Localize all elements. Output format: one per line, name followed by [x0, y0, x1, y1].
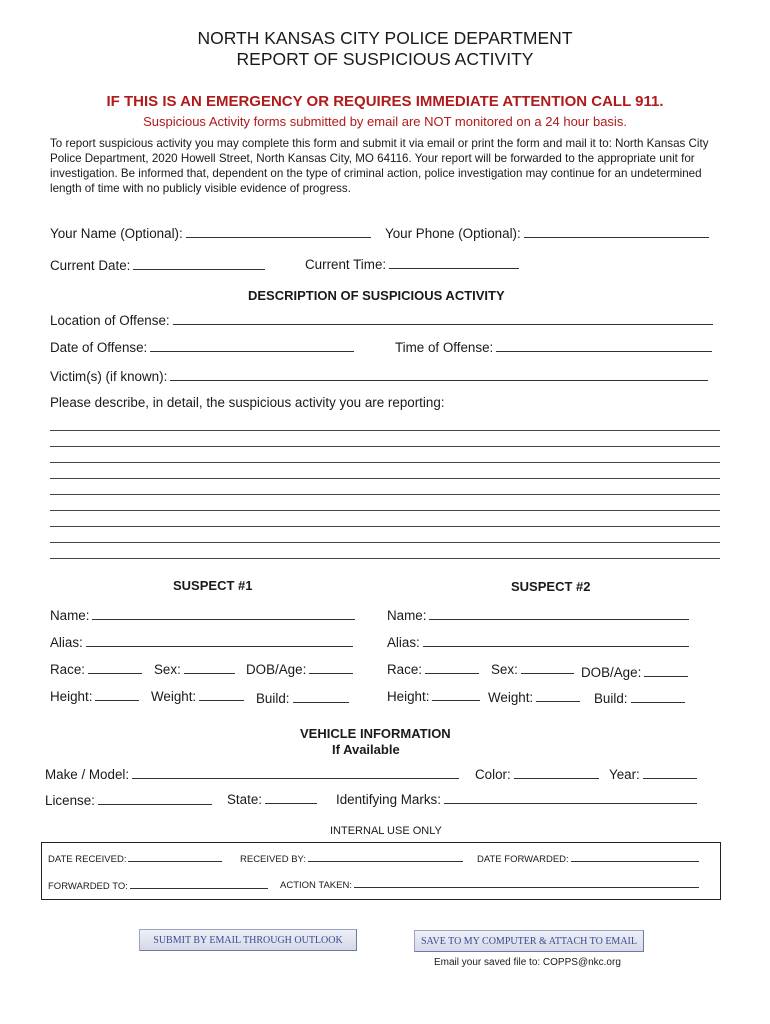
make-model-field[interactable] [132, 766, 459, 779]
suspect2-alias-row [387, 634, 689, 650]
description-line[interactable] [50, 542, 720, 543]
description-line[interactable] [50, 558, 720, 559]
license-row [45, 792, 212, 808]
victims-label: Victim(s) (if known): [50, 369, 168, 384]
your-name-row [50, 225, 371, 241]
submit-by-email-button[interactable]: SUBMIT BY EMAIL THROUGH OUTLOOK [139, 929, 357, 951]
suspect2-sex-row [491, 661, 574, 677]
current-date-field[interactable] [133, 257, 265, 270]
form-title-line2: REPORT OF SUSPICIOUS ACTIVITY [236, 49, 534, 69]
suspect2-race-row [387, 661, 479, 677]
offense-time-label: Time of Offense: [395, 340, 494, 355]
suspect2-race-field[interactable] [425, 661, 479, 674]
suspect2-sex-label: Sex: [491, 662, 518, 677]
identifying-marks-row [336, 791, 697, 807]
suspect1-build-row [256, 690, 349, 706]
suspect2-height-label: Height: [387, 689, 430, 704]
suspect1-name-row [50, 607, 355, 623]
description-line[interactable] [50, 526, 720, 527]
suspect1-race-field[interactable] [88, 661, 142, 674]
received-by-label: RECEIVED BY: [240, 854, 306, 865]
suspect1-build-field[interactable] [293, 690, 349, 703]
suspect1-build-label: Build: [256, 691, 290, 706]
state-field[interactable] [265, 791, 317, 804]
suspect1-sex-row [154, 661, 235, 677]
suspect1-dob-row [246, 661, 353, 677]
suspect2-alias-label: Alias: [387, 635, 420, 650]
offense-date-field[interactable] [150, 339, 354, 352]
suspect2-dob-label: DOB/Age: [581, 665, 642, 680]
date-forwarded-label: DATE FORWARDED: [477, 854, 569, 865]
victims-row [50, 368, 708, 384]
color-label: Color: [475, 767, 511, 782]
suspect1-name-field[interactable] [92, 607, 355, 620]
current-time-row [305, 256, 519, 272]
license-label: License: [45, 793, 95, 808]
offense-time-row [395, 339, 712, 355]
suspect2-race-label: Race: [387, 662, 422, 677]
year-field[interactable] [643, 766, 697, 779]
state-label: State: [227, 792, 262, 807]
state-row [227, 791, 317, 807]
description-line[interactable] [50, 430, 720, 431]
suspect1-heading: SUSPECT #1 [173, 578, 253, 593]
color-row [475, 766, 599, 782]
suspect2-weight-field[interactable] [536, 689, 580, 702]
suspect1-race-row [50, 661, 142, 677]
forwarded-to-row [48, 879, 268, 892]
action-taken-field[interactable] [354, 878, 699, 888]
suspect2-alias-field[interactable] [423, 634, 689, 647]
suspect1-dob-label: DOB/Age: [246, 662, 307, 677]
year-label: Year: [609, 767, 640, 782]
suspect1-name-label: Name: [50, 608, 90, 623]
description-heading: DESCRIPTION OF SUSPICIOUS ACTIVITY [248, 288, 505, 303]
suspect2-weight-row [488, 689, 580, 705]
received-by-field[interactable] [308, 852, 463, 862]
save-and-attach-button[interactable]: SAVE TO MY COMPUTER & ATTACH TO EMAIL [414, 930, 644, 952]
suspect1-sex-label: Sex: [154, 662, 181, 677]
offense-date-label: Date of Offense: [50, 340, 148, 355]
emergency-warning: IF THIS IS AN EMERGENCY OR REQUIRES IMMEDIATE ATTENTION CALL 911. [106, 93, 664, 110]
form-title-line1: NORTH KANSAS CITY POLICE DEPARTMENT [197, 28, 573, 48]
action-taken-row [280, 878, 699, 891]
offense-time-field[interactable] [496, 339, 712, 352]
forwarded-to-field[interactable] [130, 879, 268, 889]
suspect1-race-label: Race: [50, 662, 85, 677]
suspect2-height-row [387, 688, 480, 704]
internal-use-heading: INTERNAL USE ONLY [330, 825, 442, 837]
location-field[interactable] [173, 312, 713, 325]
license-field[interactable] [98, 792, 212, 805]
your-phone-label: Your Phone (Optional): [385, 226, 521, 241]
location-row [50, 312, 713, 328]
suspect2-height-field[interactable] [432, 688, 480, 701]
suspect2-dob-row [581, 664, 688, 680]
suspect2-name-field[interactable] [429, 607, 689, 620]
suspect1-alias-row [50, 634, 353, 650]
email-address-note: Email your saved file to: COPPS@nkc.org [434, 957, 621, 968]
make-model-label: Make / Model: [45, 767, 130, 782]
current-time-field[interactable] [389, 256, 519, 269]
suspect2-build-field[interactable] [631, 690, 685, 703]
suspect1-dob-field[interactable] [309, 661, 353, 674]
date-received-field[interactable] [128, 852, 222, 862]
suspect2-heading: SUSPECT #2 [511, 579, 591, 594]
suspect1-weight-row [151, 688, 244, 704]
your-phone-row [385, 225, 709, 241]
date-received-row [48, 852, 222, 865]
suspect2-weight-label: Weight: [488, 690, 534, 705]
suspect2-dob-field[interactable] [644, 664, 688, 677]
vehicle-subheading: If Available [332, 742, 400, 757]
suspect2-build-row [594, 690, 685, 706]
victims-field[interactable] [170, 368, 708, 381]
forwarded-to-label: FORWARDED TO: [48, 881, 128, 892]
suspect2-name-row [387, 607, 689, 623]
description-line[interactable] [50, 478, 720, 479]
color-field[interactable] [514, 766, 599, 779]
your-phone-field[interactable] [524, 225, 709, 238]
date-forwarded-field[interactable] [571, 852, 699, 862]
identifying-marks-label: Identifying Marks: [336, 792, 441, 807]
description-line[interactable] [50, 462, 720, 463]
suspect1-height-field[interactable] [95, 688, 139, 701]
suspect2-name-label: Name: [387, 608, 427, 623]
year-row [609, 766, 697, 782]
your-name-label: Your Name (Optional): [50, 226, 183, 241]
suspect1-height-row [50, 688, 139, 704]
suspect2-sex-field[interactable] [521, 661, 574, 674]
describe-label: Please describe, in detail, the suspicious activity you are reporting: [50, 395, 445, 410]
date-forwarded-row [477, 852, 699, 865]
suspect1-alias-label: Alias: [50, 635, 83, 650]
description-line[interactable] [50, 494, 720, 495]
location-label: Location of Offense: [50, 313, 170, 328]
vehicle-heading: VEHICLE INFORMATION [300, 726, 451, 741]
suspect2-build-label: Build: [594, 691, 628, 706]
email-monitor-notice: Suspicious Activity forms submitted by email are NOT monitored on a 24 hour basis. [143, 114, 627, 129]
suspect1-weight-field[interactable] [199, 688, 244, 701]
current-date-row [50, 257, 265, 273]
current-date-label: Current Date: [50, 258, 131, 273]
make-model-row [45, 766, 459, 782]
description-line[interactable] [50, 446, 720, 447]
offense-date-row [50, 339, 354, 355]
suspect1-alias-field[interactable] [86, 634, 353, 647]
intro-paragraph: To report suspicious activity you may complete this form and submit it via email or print the form and mail it to: North Kansas City Police Department, 2020 Howell Street, North Kansas City, MO 64116. Your report will be forwarded to the appropriate unit for investigation. Be informed that, dependent on the type of criminal action, police investigation may continue for an undetermined length of time with no publicly visible evidence of progress. [50, 137, 709, 195]
suspect1-sex-field[interactable] [184, 661, 235, 674]
received-by-row [240, 852, 463, 865]
identifying-marks-field[interactable] [444, 791, 697, 804]
date-received-label: DATE RECEIVED: [48, 854, 127, 865]
suspect1-weight-label: Weight: [151, 689, 197, 704]
description-line[interactable] [50, 510, 720, 511]
action-taken-label: ACTION TAKEN: [280, 880, 352, 891]
suspect1-height-label: Height: [50, 689, 93, 704]
your-name-field[interactable] [186, 225, 371, 238]
current-time-label: Current Time: [305, 257, 387, 272]
